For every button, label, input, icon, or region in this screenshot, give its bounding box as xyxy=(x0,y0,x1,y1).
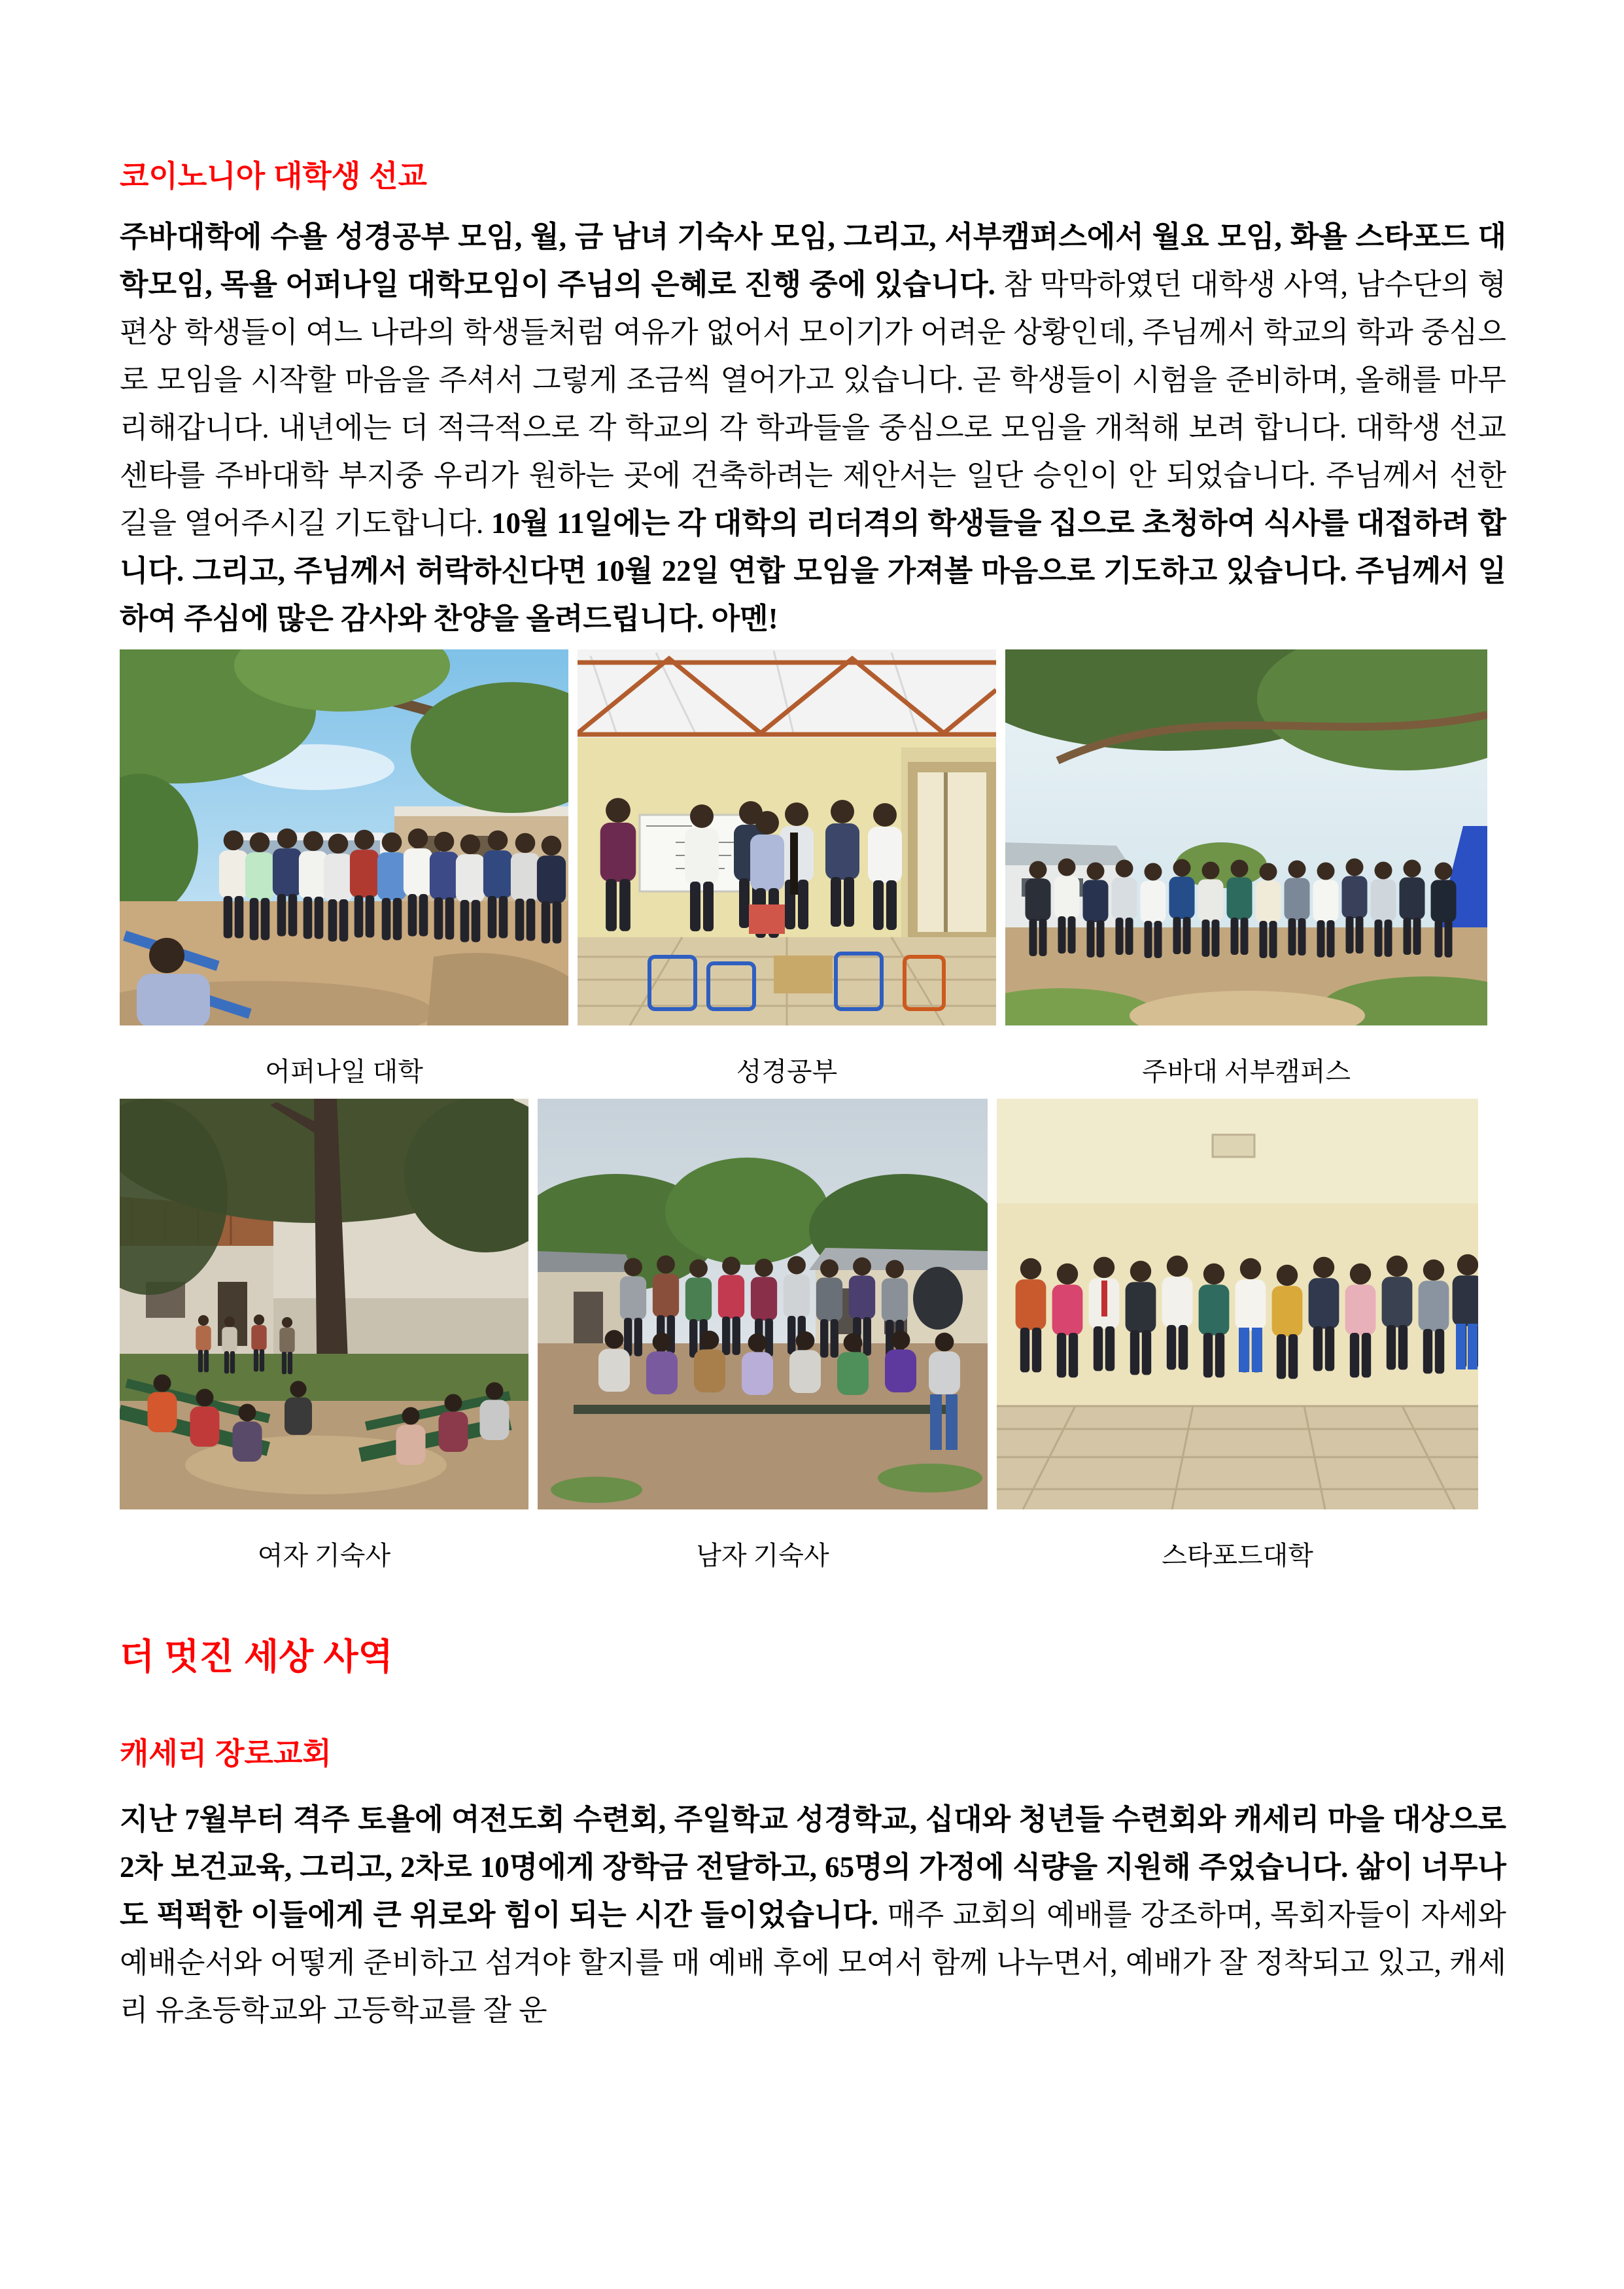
subsection-title-kaseri-church: 캐세리 장로교회 xyxy=(120,1736,332,1771)
bible-study-photo-illustration xyxy=(578,649,996,1025)
photo-caption: 남자 기숙사 xyxy=(696,1540,829,1570)
womens-dorm-photo-illustration xyxy=(120,1099,528,1509)
photo-row-1 xyxy=(120,649,1506,1086)
kaseri-paragraph-bold: 지난 7월부터 격주 토욜에 여전도회 수련회, 주일학교 성경학교, 십대와 청년들 수련회와 캐세리 마을 대상으로 2차 보건교육, 그리고, 2차로 10명에게 장학금 전달하고, 65명의 가정에 식량을 지원해 주었습니다. 삶이 너무나도 퍽퍽한 이들에게 큰 위로와 힘이 되는 시간 들이었습니다. xyxy=(120,1803,1506,1932)
upper-nile-photo-illustration xyxy=(120,649,568,1025)
page-content xyxy=(120,0,1506,2035)
photo-womens-dormitory xyxy=(120,1099,528,1570)
photo-upper-nile-university xyxy=(120,649,568,1086)
west-campus-photo-illustration xyxy=(1005,649,1487,1025)
koinonia-paragraph xyxy=(120,213,1506,643)
photo-mens-dormitory xyxy=(538,1099,988,1570)
photo-juba-west-campus xyxy=(1005,649,1487,1086)
koinonia-paragraph-bold-2: 10월 11일에는 각 대학의 리더격의 학생들을 집으로 초청하여 식사를 대접하려 합니다. 그리고, 주님께서 허락하신다면 10월 22일 연합 모임을 가져볼 마음으로 기도하고 있습니다. 주님께서 일하여 주심에 많은 감사와 찬양을 올려드립니다. 아멘! xyxy=(120,506,1506,635)
photo-stafford-university xyxy=(997,1099,1478,1570)
kaseri-paragraph xyxy=(120,1796,1506,2035)
koinonia-paragraph-bold-1: 주바대학에 수욜 성경공부 모임, 월, 금 남녀 기숙사 모임, 그리고, 서부캠퍼스에서 월요 모임, 화욜 스타포드 대학모임, 목욜 어퍼나일 대학모임이 주님의 은혜로 진행 중에 있습니다. xyxy=(120,220,1506,301)
mens-dorm-photo-illustration xyxy=(538,1099,988,1509)
kaseri-paragraph-regular: 매주 교회의 예배를 강조하며, 목회자들이 자세와 예배순서와 어떻게 준비하고 섬겨야 할지를 매 예배 후에 모여서 함께 나누면서, 예배가 잘 정착되고 있고, 캐세리 유초등학교와 고등학교를 잘 운 xyxy=(120,1899,1506,2027)
photo-caption: 성경공부 xyxy=(736,1056,838,1086)
photo-caption: 스타포드대학 xyxy=(1162,1540,1313,1570)
koinonia-paragraph-regular: 참 막막하였던 대학생 사역, 남수단의 형편상 학생들이 여느 나라의 학생들처럼 여유가 없어서 모이기가 어려운 상황인데, 주님께서 학교의 학과 중심으로 모임을 시작할 마음을 주셔서 그렇게 조금씩 열어가고 있습니다. 곧 학생들이 시험을 준비하며, 올해를 마무리해갑니다. 내년에는 더 적극적으로 각 학교의 각 학과들을 중심으로 모임을 개척해 보려 합니다. 대학생 선교센타를 주바대학 부지중 우리가 원하는 곳에 건축하려는 제안서는 일단 승인이 안 되었습니다. 주님께서 선한 길을 열어주시길 기도합니다. xyxy=(120,267,1506,540)
photo-bible-study xyxy=(578,649,996,1086)
stafford-photo-illustration xyxy=(997,1099,1478,1509)
photo-caption: 주바대 서부캠퍼스 xyxy=(1141,1056,1351,1086)
section-title-better-world: 더 멋진 세상 사역 xyxy=(120,1636,393,1677)
photo-caption: 어퍼나일 대학 xyxy=(265,1056,423,1086)
photo-caption: 여자 기숙사 xyxy=(257,1540,391,1570)
photo-row-2 xyxy=(120,1099,1506,1570)
section-title-koinonia: 코이노니아 대학생 선교 xyxy=(120,159,427,193)
